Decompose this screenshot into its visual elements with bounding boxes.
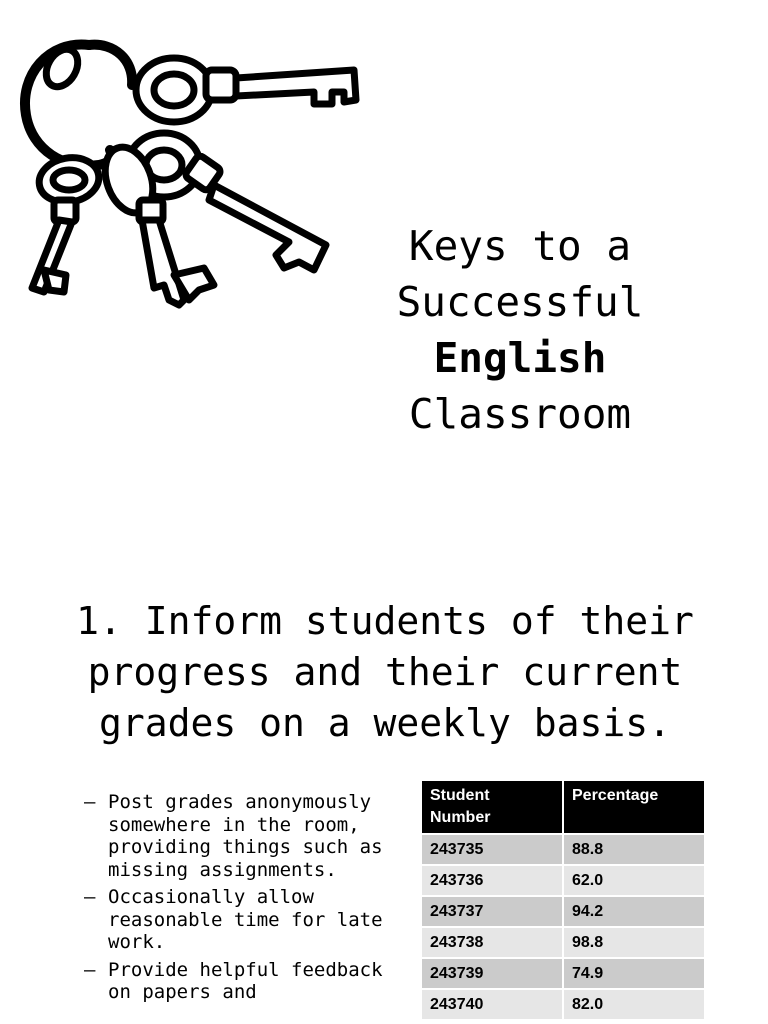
bullet-list [84, 791, 384, 1009]
point-heading-line-2: progress and their current [87, 650, 683, 694]
student-number-cell: 243735 [422, 833, 564, 864]
table-row [422, 988, 704, 1019]
point-heading [40, 596, 730, 749]
bullet-marker: – [84, 791, 96, 813]
title-line-3: English [433, 334, 607, 382]
table-row [422, 833, 704, 864]
table-row [422, 864, 704, 895]
student-number-cell: 243739 [422, 957, 564, 988]
grades-table [422, 781, 704, 1019]
title-line-4: Classroom [408, 390, 632, 438]
student-number-cell: 243740 [422, 988, 564, 1019]
table-row [422, 957, 704, 988]
table-row [422, 926, 704, 957]
percentage-cell: 62.0 [564, 864, 704, 895]
table-row [422, 895, 704, 926]
point-heading-line-1: 1. Inform students of their [76, 599, 694, 643]
title-line-1: Keys to a [408, 222, 632, 270]
keys-ring-icon [14, 30, 364, 310]
column-header-percentage: Percentage [564, 781, 704, 833]
percentage-cell: 74.9 [564, 957, 704, 988]
student-number-cell: 243736 [422, 864, 564, 895]
percentage-cell: 88.8 [564, 833, 704, 864]
point-heading-line-3: grades on a weekly basis. [99, 701, 671, 745]
student-number-cell: 243737 [422, 895, 564, 926]
student-number-cell: 243738 [422, 926, 564, 957]
bullet-item [84, 886, 384, 954]
bullet-marker: – [84, 886, 96, 908]
bullet-text: Provide helpful feedback on papers and [108, 958, 383, 1003]
percentage-cell: 82.0 [564, 988, 704, 1019]
bullet-text: Post grades anonymously somewhere in the room, providing things such as missing assignments. [108, 791, 383, 881]
bullet-item [84, 791, 384, 881]
bullet-marker: – [84, 958, 96, 981]
bullet-text: Occasionally allow reasonable time for late work. [108, 886, 383, 953]
title-line-2: Successful [396, 278, 644, 326]
table-header-row [422, 781, 704, 833]
bullet-item [84, 959, 384, 1004]
slide-title [380, 218, 660, 442]
percentage-cell: 94.2 [564, 895, 704, 926]
percentage-cell: 98.8 [564, 926, 704, 957]
column-header-student-number: Student Number [422, 781, 564, 833]
